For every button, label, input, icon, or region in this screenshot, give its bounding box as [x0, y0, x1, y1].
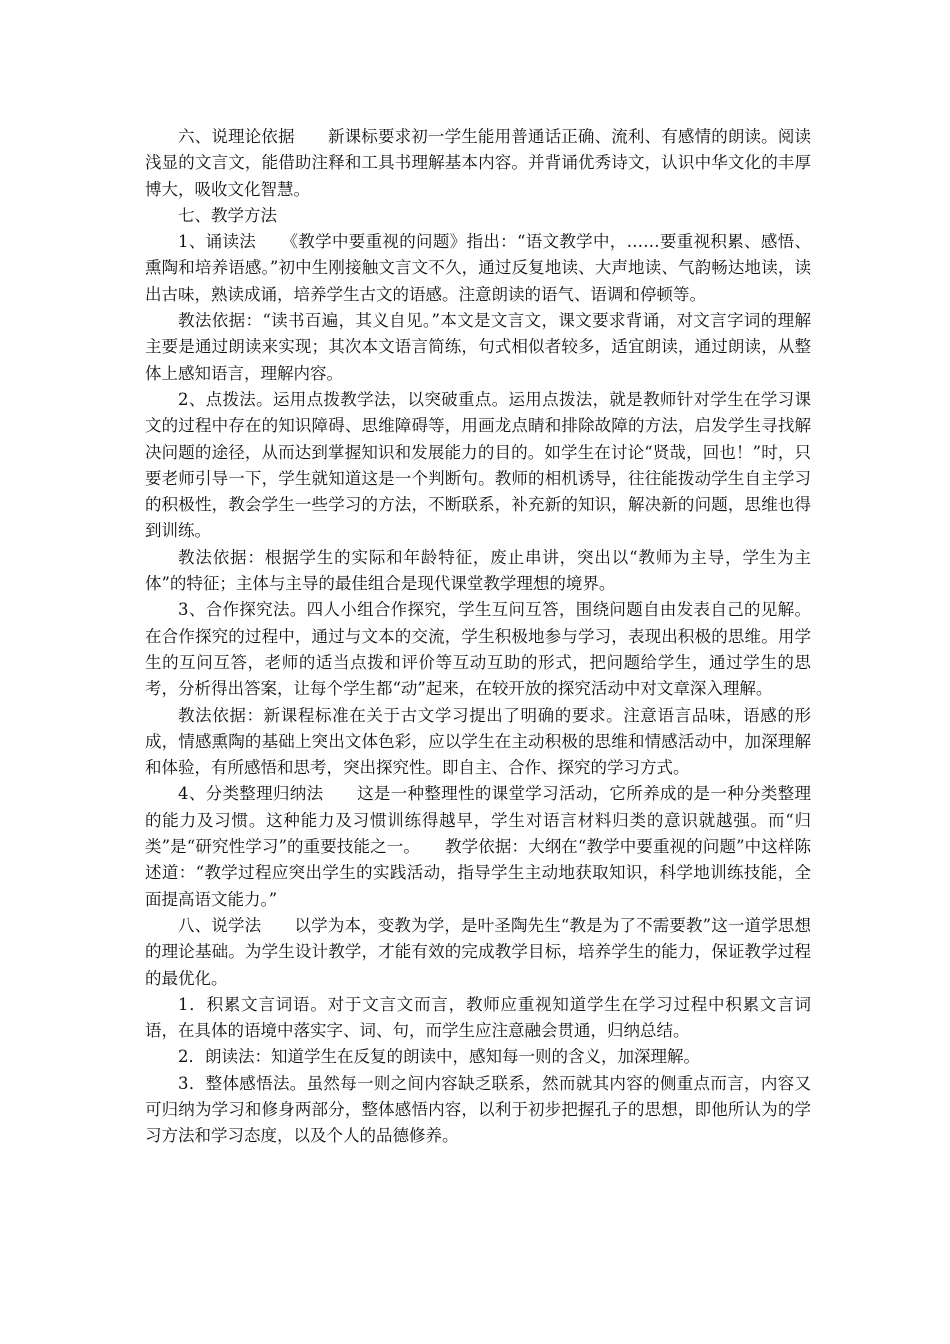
paragraph-vocabulary: 1．积累文言词语。对于文言文而言，教师应重视知道学生在学习过程中积累文言词语，在具体的语境中落实字、词、句，而学生应注意融会贯通，归纳总结。 — [145, 994, 811, 1041]
paragraph-recitation-method: 1、诵读法 《教学中要重视的问题》指出：“语文教学中，……要重视积累、感悟、熏陶和培养语感。”初中生刚接触文言文不久，通过反复地读、大声地读、气韵畅达地读，读出古味，熟读成诵，培养学生古文的语感。注意朗读的语气、语调和停顿等。 — [145, 232, 811, 304]
heading-teaching-methods: 七、教学方法 — [178, 205, 277, 225]
document-body — [145, 124, 811, 1150]
paragraph-cooperative-method: 3、合作探究法。四人小组合作探究，学生互问互答，围绕问题自由发表自己的见解。在合作探究的过程中，通过与文本的交流，学生积极地参与学习，表现出积极的思维。用学生的互问互答，老师的适当点拨和评价等互动互助的形式，把问题给学生，通过学生的思考，分析得出答案，让每个学生都“动”起来，在较开放的探究活动中对文章深入理解。 — [145, 600, 811, 699]
paragraph-classification-method: 4、分类整理归纳法 这是一种整理性的课堂学习活动，它所养成的是一种分类整理的能力及习惯。这种能力及习惯训练得越早，学生对语言材料归类的意识就越强。而“归类”是“研究性学习”的重要技能之一。 教学依据：大纲在“教学中要重视的问题”中这样陈述道：“教学过程应突出学生的实践活动，指导学生主动地获取知识，科学地训练技能，全面提高语文能力。” — [145, 784, 811, 909]
paragraph-cooperative-basis: 教法依据：新课程标准在关于古文学习提出了明确的要求。注意语言品味，语感的形成，情感熏陶的基础上突出文体色彩，应以学生在主动积极的思维和情感活动中，加深理解和体验，有所感悟和思考，突出探究性。即自主、合作、探究的学习方式。 — [145, 705, 811, 778]
paragraph-reading-aloud: 2．朗读法：知道学生在反复的朗读中，感知每一则的含义，加深理解。 — [178, 1047, 700, 1067]
paragraph-theory-basis: 六、说理论依据 新课标要求初一学生能用普通话正确、流利、有感情的朗读。阅读浅显的文言文，能借助注释和工具书理解基本内容。并背诵优秀诗文，认识中华文化的丰厚博大，吸收文化智慧。 — [145, 127, 811, 199]
paragraph-guidance-basis: 教法依据：根据学生的实际和年龄特征，废止串讲，突出以“教师为主导，学生为主体”的特征；主体与主导的最佳组合是现代课堂教学理想的境界。 — [145, 547, 811, 594]
paragraph-learning-methods: 八、说学法 以学为本，变教为学，是叶圣陶先生“教是为了不需要教”这一道学思想的理论基础。为学生设计教学，才能有效的完成教学目标，培养学生的能力，保证教学过程的最优化。 — [145, 915, 811, 988]
paragraph-recitation-basis: 教法依据：“读书百遍，其义自见。”本文是文言文，课文要求背诵，对文言字词的理解主要是通过朗读来实现；其次本文语言简练，句式相似者较多，适宜朗读，通过朗读，从整体上感知语言，理解内容。 — [145, 311, 811, 383]
paragraph-guidance-method: 2、点拨法。运用点拨教学法，以突破重点。运用点拨法，就是教师针对学生在学习课文的过程中存在的知识障碍、思维障碍等，用画龙点睛和排除故障的方法，启发学生寻找解决问题的途径，从而达到掌握知识和发展能力的目的。如学生在讨论“贤哉，回也！”时，只要老师引导一下，学生就知道这是一个判断句。教师的相机诱导，往往能拨动学生自主学习的积极性，教会学生一些学习的方法，不断联系，补充新的知识，解决新的问题，思维也得到训练。 — [145, 389, 811, 541]
paragraph-holistic: 3．整体感悟法。虽然每一则之间内容缺乏联系，然而就其内容的侧重点而言，内容又可归纳为学习和修身两部分，整体感悟内容，以利于初步把握孔子的思想，即他所认为的学习方法和学习态度，以及个人的品德修养。 — [145, 1073, 811, 1146]
